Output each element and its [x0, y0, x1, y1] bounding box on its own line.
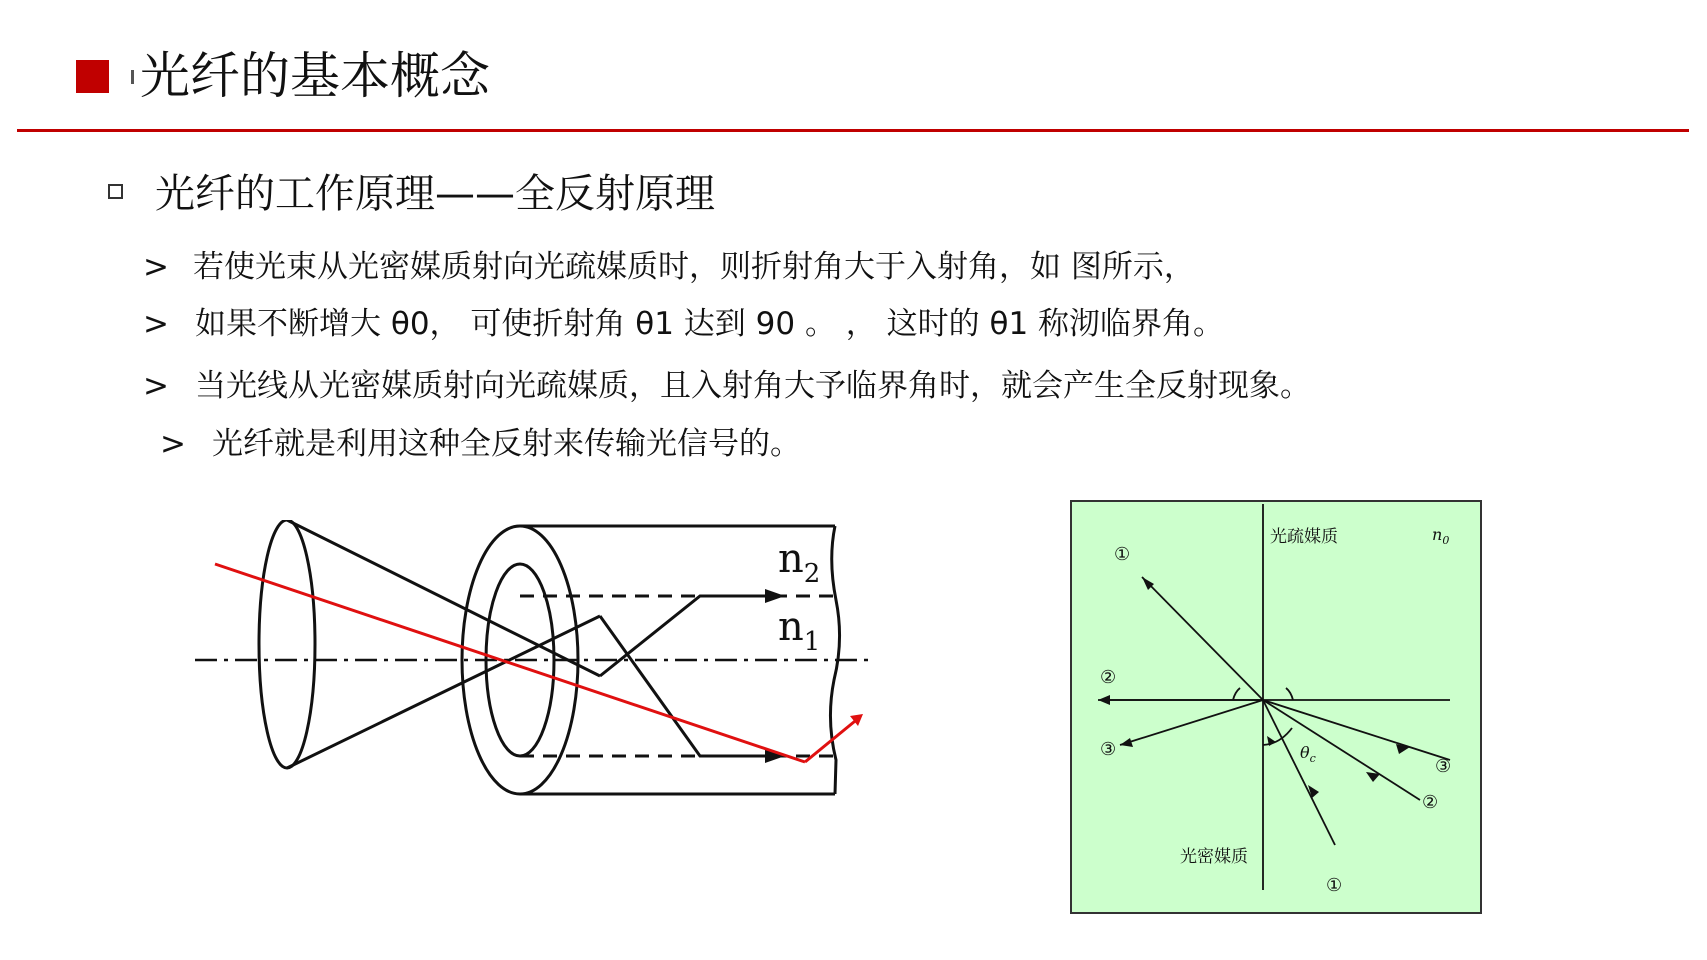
ray-label-1-bottom: ①	[1326, 875, 1343, 896]
page-title: 光纤的基本概念	[140, 47, 490, 105]
ray-label-3-left: ③	[1100, 739, 1117, 760]
cone-base-ellipse	[259, 520, 315, 768]
section-subtitle: 光纤的工作原理——全反射原理	[155, 171, 715, 217]
bullet-text: 光纤就是利用这种全反射来传输光信号的。	[212, 426, 801, 462]
title-square-icon	[76, 60, 109, 93]
label-n2: $n_2$	[778, 536, 821, 589]
label-n0: $n_0$	[1432, 525, 1450, 547]
diagram-background	[1071, 501, 1481, 913]
label-n1: $n_1$	[778, 604, 821, 657]
title-divider	[17, 129, 1689, 132]
bullet-text: 如果不断增大 θ0， 可使折射角 θ1 达到 90 。 ， 这时的 θ1 称沏临界角。	[195, 306, 1225, 342]
fiber-total-reflection-diagram	[180, 520, 880, 850]
label-sparse-medium: 光疏媒质	[1270, 527, 1338, 547]
guided-ray-upper	[600, 596, 770, 676]
bullet-marker: >	[143, 249, 169, 285]
label-dense-medium: 光密媒质	[1180, 847, 1248, 867]
ray-label-2-right: ②	[1422, 792, 1439, 813]
arrow-head-upper	[765, 589, 785, 603]
label-theta-c: $\theta_c$	[1300, 743, 1316, 765]
ray-label-3-right: ③	[1435, 756, 1452, 777]
bullet-text: 若使光束从光密媒质射向光疏媒质时，则折射角大于入射角，如 图所示，	[193, 249, 1195, 285]
bullet-text: 当光线从光密媒质射向光疏媒质，且入射角大予临界角时，就会产生全反射现象。	[195, 368, 1311, 404]
bullet-marker: >	[143, 368, 169, 404]
ray-label-1-top: ①	[1114, 544, 1131, 565]
ray-label-2-left: ②	[1100, 667, 1117, 688]
guided-ray-lower	[600, 616, 770, 756]
bullet-marker: >	[143, 306, 169, 342]
title-tick-decoration	[131, 70, 134, 84]
bullet-marker: >	[160, 426, 186, 462]
refraction-critical-angle-diagram	[1070, 500, 1482, 914]
section-bullet-icon	[108, 184, 123, 199]
